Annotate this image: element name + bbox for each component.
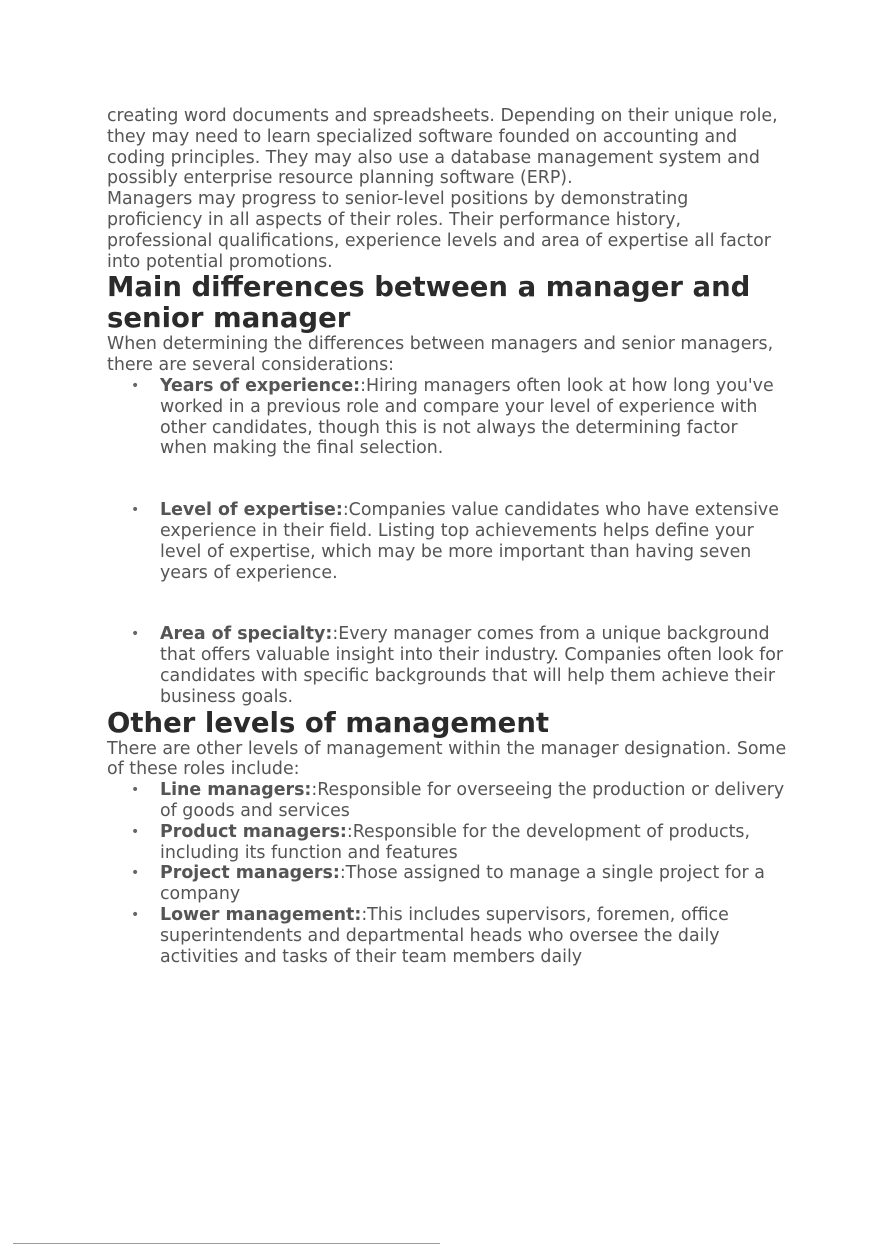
levels-list bbox=[107, 780, 787, 967]
list-item-term: Area of specialty: bbox=[160, 624, 333, 645]
levels-intro: There are other levels of management within the manager designation. Some of these roles include: bbox=[107, 738, 787, 780]
list-item bbox=[107, 863, 787, 905]
list-item-text: :Responsible for overseeing the production or delivery of goods and services bbox=[160, 780, 785, 821]
list-item-term: Line managers: bbox=[160, 780, 312, 801]
bullet-icon: • bbox=[131, 906, 140, 923]
list-item bbox=[107, 905, 787, 967]
bullet-icon: • bbox=[131, 502, 140, 519]
list-item-text: :This includes supervisors, foremen, ofﬁce superintendents and departmental heads who oversee the daily activities and tasks of their team members daily bbox=[160, 904, 729, 967]
differences-intro: When determining the differences between managers and senior managers, there are several considerations: bbox=[107, 334, 774, 376]
list-item-text: :Responsible for the development of products, including its function and features bbox=[160, 821, 751, 863]
list-item bbox=[107, 780, 787, 822]
list-item-term: Lower management: bbox=[160, 904, 362, 925]
list-item-term: Product managers: bbox=[160, 821, 347, 842]
list-item bbox=[107, 500, 787, 583]
bullet-icon: • bbox=[131, 782, 140, 799]
section-heading-other-levels: Other levels of management bbox=[107, 706, 550, 739]
list-item-text: :Every manager comes from a unique background that offers valuable insight into their industry. Companies often look for candidates with specific backgrounds that will help them achieve their business goals. bbox=[160, 624, 784, 707]
document-page bbox=[107, 106, 787, 967]
bullet-icon: • bbox=[131, 626, 140, 643]
intro-paragraph-software: creating word documents and spreadsheets. Depending on their unique role, they may need to learn specialized software founded on accounting and coding principles. They may also use a database management system and possibly enterprise resource planning software (ERP). bbox=[107, 106, 778, 189]
list-item-term: Project managers: bbox=[160, 863, 340, 884]
bullet-icon: • bbox=[131, 377, 140, 394]
bullet-icon: • bbox=[131, 823, 140, 840]
differences-list bbox=[107, 376, 787, 708]
list-item-term: Years of experience: bbox=[160, 375, 361, 396]
bullet-icon: • bbox=[131, 865, 140, 882]
list-item-text: :Hiring managers often look at how long you've worked in a previous role and compare your level of experience with other candidates, though this is not always the determining factor when making the final selection. bbox=[160, 375, 774, 459]
section-heading-differences: Main differences between a manager and senior manager bbox=[107, 271, 751, 335]
list-item-term: Level of expertise: bbox=[160, 500, 343, 521]
list-item-text: :Those assigned to manage a single project for a company bbox=[160, 863, 765, 905]
list-item bbox=[107, 376, 787, 459]
intro-paragraph-promotion: Managers may progress to senior-level positions by demonstrating proficiency in all aspects of their roles. Their performance history, professional qualifications, experience levels and area of expertise all factor into potential promotions. bbox=[107, 189, 771, 272]
list-item bbox=[107, 624, 787, 707]
list-item bbox=[107, 822, 787, 864]
list-item-text: :Companies value candidates who have extensive experience in their field. Listing top achievements helps define your level of expertise, which may be more important than having seven years of experience. bbox=[160, 500, 779, 583]
footnote-divider bbox=[13, 1243, 440, 1244]
